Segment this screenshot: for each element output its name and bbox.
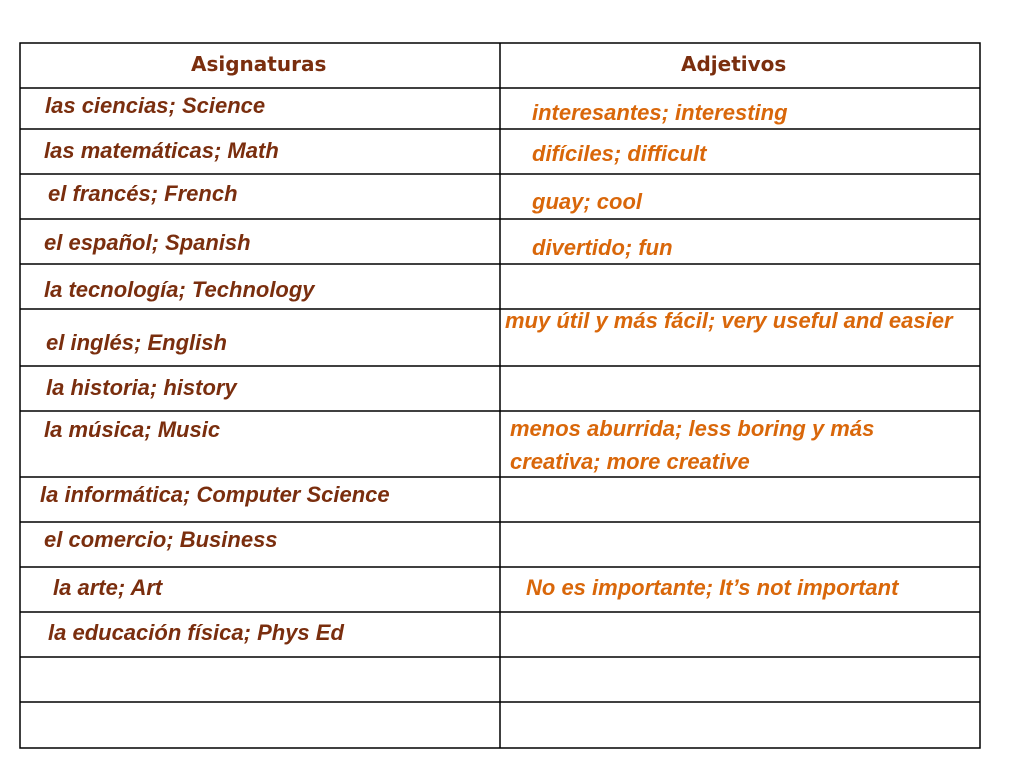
subject-music: la música; Music	[44, 417, 221, 442]
adjective-useful-easier: muy útil y más fácil; very useful and easier	[505, 308, 953, 333]
subject-phys-ed: la educación física; Phys Ed	[48, 620, 344, 645]
adjective-less-boring: menos aburrida; less boring y más creativa; more creative	[510, 416, 875, 474]
adjective-difficult: difíciles; difficult	[532, 141, 707, 166]
subject-art: la arte; Art	[53, 575, 163, 600]
subject-technology: la tecnología; Technology	[44, 277, 315, 302]
header-adjetivos: Adjetivos	[681, 52, 787, 76]
subject-computer-science: la informática; Computer Science	[40, 482, 390, 507]
adjective-interesting: interesantes; interesting	[532, 100, 788, 125]
subject-english: el inglés; English	[46, 330, 227, 355]
subject-science: las ciencias; Science	[45, 93, 266, 118]
subject-french: el francés; French	[48, 181, 238, 206]
adjective-fun: divertido; fun	[532, 235, 673, 260]
subject-math: las matemáticas; Math	[44, 138, 279, 163]
subject-history: la historia; history	[46, 375, 237, 400]
subject-spanish: el español; Spanish	[44, 230, 251, 255]
subject-business: el comercio; Business	[44, 527, 278, 552]
adjective-cool: guay; cool	[532, 189, 643, 214]
header-asignaturas: Asignaturas	[191, 52, 327, 76]
adjective-not-important: No es importante; It’s not important	[526, 575, 899, 600]
